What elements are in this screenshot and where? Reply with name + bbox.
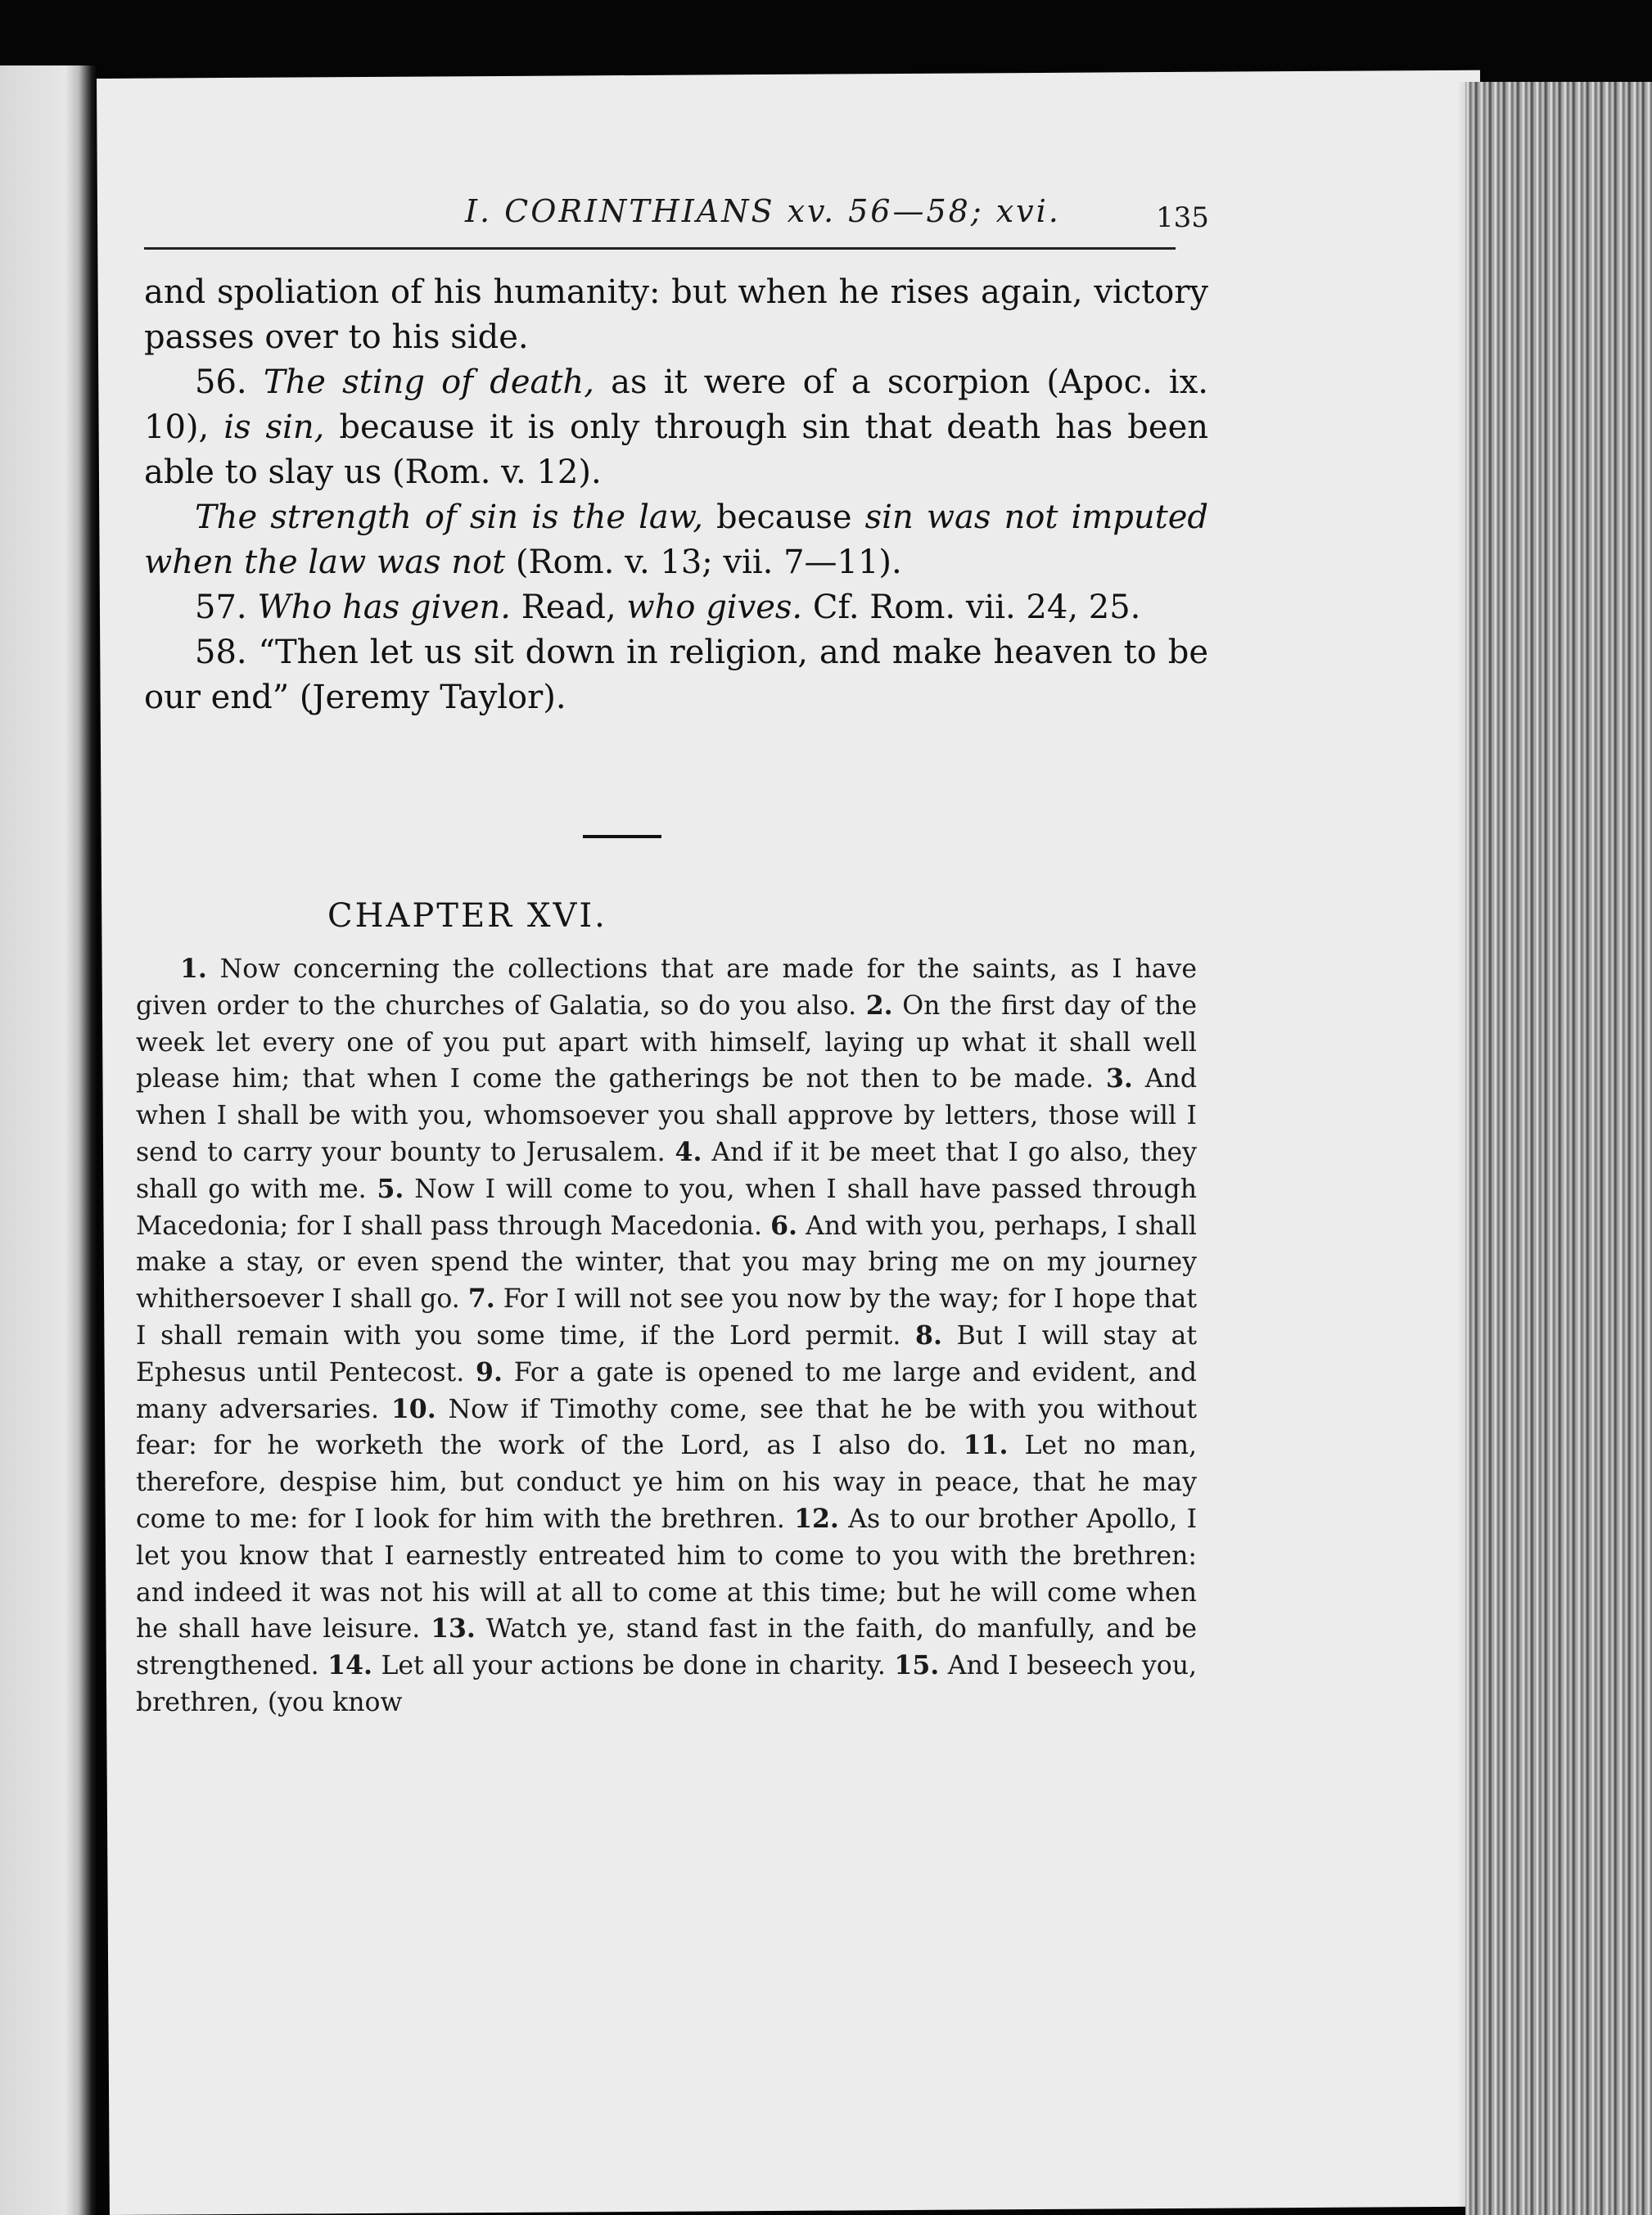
italic-quote: who gives. [626, 589, 803, 626]
verse-number: 6. [770, 1210, 797, 1241]
running-header [368, 193, 1416, 242]
italic-quote: The sting of death, [263, 363, 594, 401]
commentary-text-run: because [702, 498, 865, 536]
verse-text: But I will stay at Ephesus until Pentecost. [136, 1320, 1197, 1387]
verse-number: 9. [476, 1356, 503, 1387]
scripture-paragraph [136, 951, 1197, 1721]
commentary-text-run: Read, [511, 589, 627, 626]
verse-number: 11. [963, 1430, 1009, 1461]
verse-number: 15. [894, 1650, 940, 1681]
verse-number: 2. [865, 990, 893, 1021]
verse-number: 3. [1105, 1063, 1133, 1094]
running-title: I. CORINTHIANS xv. 56—58; xvi. [465, 193, 1061, 229]
commentary-paragraph [144, 270, 1208, 360]
commentary-text-run: as it were of a scorpion (Apoc. ix. 10), [144, 363, 1208, 446]
verse-number: 7. [467, 1283, 495, 1315]
book-fore-edge [1465, 82, 1652, 2215]
verse-number: 10. [390, 1393, 436, 1424]
header-rule [144, 247, 1176, 250]
italic-quote: Who has given. [257, 589, 512, 626]
verse-text: And I beseech you, brethren, (you know [136, 1651, 1197, 1717]
italic-quote: sin was not imputed when the law was not [144, 498, 1208, 581]
italic-quote: is sin, [223, 408, 325, 446]
commentary-text [144, 270, 1208, 720]
verse-number: 57. [195, 589, 247, 626]
verse-text: And when I shall be with you, whomsoever you shall approve by letters, those will I send to carry your bounty to Jerusalem. [136, 1064, 1197, 1167]
section-divider [583, 835, 661, 838]
commentary-law-paragraph [144, 495, 1208, 585]
commentary-text-run: (Rom. v. 13; vii. 7—11). [505, 544, 902, 581]
commentary-text-run: Cf. Rom. vii. 24, 25. [802, 589, 1141, 626]
verse-number: 1. [180, 954, 207, 984]
commentary-text-run: “Then let us sit down in religion, and make heaven to be our end” (Jeremy Taylor). [144, 634, 1208, 716]
chapter-heading-text: CHAPTER XVI. [327, 897, 607, 935]
verse-text: On the first day of the week let every one of you put apart with himself, laying up what it shall well please him; that when I come the gatherings be not then to be made. [136, 990, 1197, 1094]
verse-text: For a gate is opened to me large and evident, and many adversaries. [136, 1357, 1197, 1424]
verse-text: Let all your actions be done in charity. [372, 1651, 895, 1681]
commentary-verse-57 [144, 585, 1208, 630]
page-number: 135 [1156, 201, 1209, 234]
commentary-verse-56 [144, 360, 1208, 495]
verse-text: Let no man, therefore, despise him, but conduct ye him on his way in peace, that he may come to me: for I look for him with the brethren. [136, 1431, 1197, 1534]
verse-text: As to our brother Apollo, I let you know that I earnestly entreated him to come to you with the brethren: and indeed it was not his will at all to come at this time; but he will come when he shall have leisure. [136, 1504, 1198, 1644]
verse-text: And with you, perhaps, I shall make a stay, or even spend the winter, that you may bring me on my journey whithersoever I shall go. [136, 1211, 1198, 1315]
verse-number: 14. [327, 1650, 372, 1681]
verse-text: Watch ye, stand fast in the faith, do manfully, and be strengthened. [136, 1614, 1197, 1681]
scripture-text [136, 951, 1197, 1721]
verse-number: 12. [794, 1503, 839, 1534]
chapter-heading [327, 897, 1064, 935]
verse-number: 5. [377, 1173, 404, 1204]
verse-text: Now I will come to you, when I shall have passed through Macedonia; for I shall pass through Macedonia. [136, 1174, 1197, 1241]
verse-number: 4. [675, 1136, 702, 1167]
verse-number: 56. [195, 363, 247, 401]
verse-number: 8. [915, 1320, 942, 1351]
verse-number: 58. [195, 634, 247, 671]
left-page-edge [0, 65, 98, 2215]
commentary-text-run: because it is only through sin that death has been able to slay us (Rom. v. 12). [144, 408, 1209, 491]
verse-number: 13. [431, 1613, 476, 1644]
verse-text: Now if Timothy come, see that he be with you without fear: for he worketh the work of the Lord, as I also do. [136, 1394, 1197, 1461]
italic-quote: The strength of sin is the law, [195, 498, 703, 536]
verse-text: For I will not see you now by the way; for I hope that I shall remain with you some time, if the Lord permit. [136, 1284, 1197, 1351]
commentary-text-run: and spoliation of his humanity: but when he rises again, victory passes over to his side. [144, 273, 1208, 356]
commentary-verse-58 [144, 630, 1208, 720]
verse-text: Now concerning the collections that are made for the saints, as I have given order to the churches of Galatia, so do you also. [136, 954, 1197, 1021]
verse-text: And if it be meet that I go also, they shall go with me. [136, 1137, 1197, 1204]
